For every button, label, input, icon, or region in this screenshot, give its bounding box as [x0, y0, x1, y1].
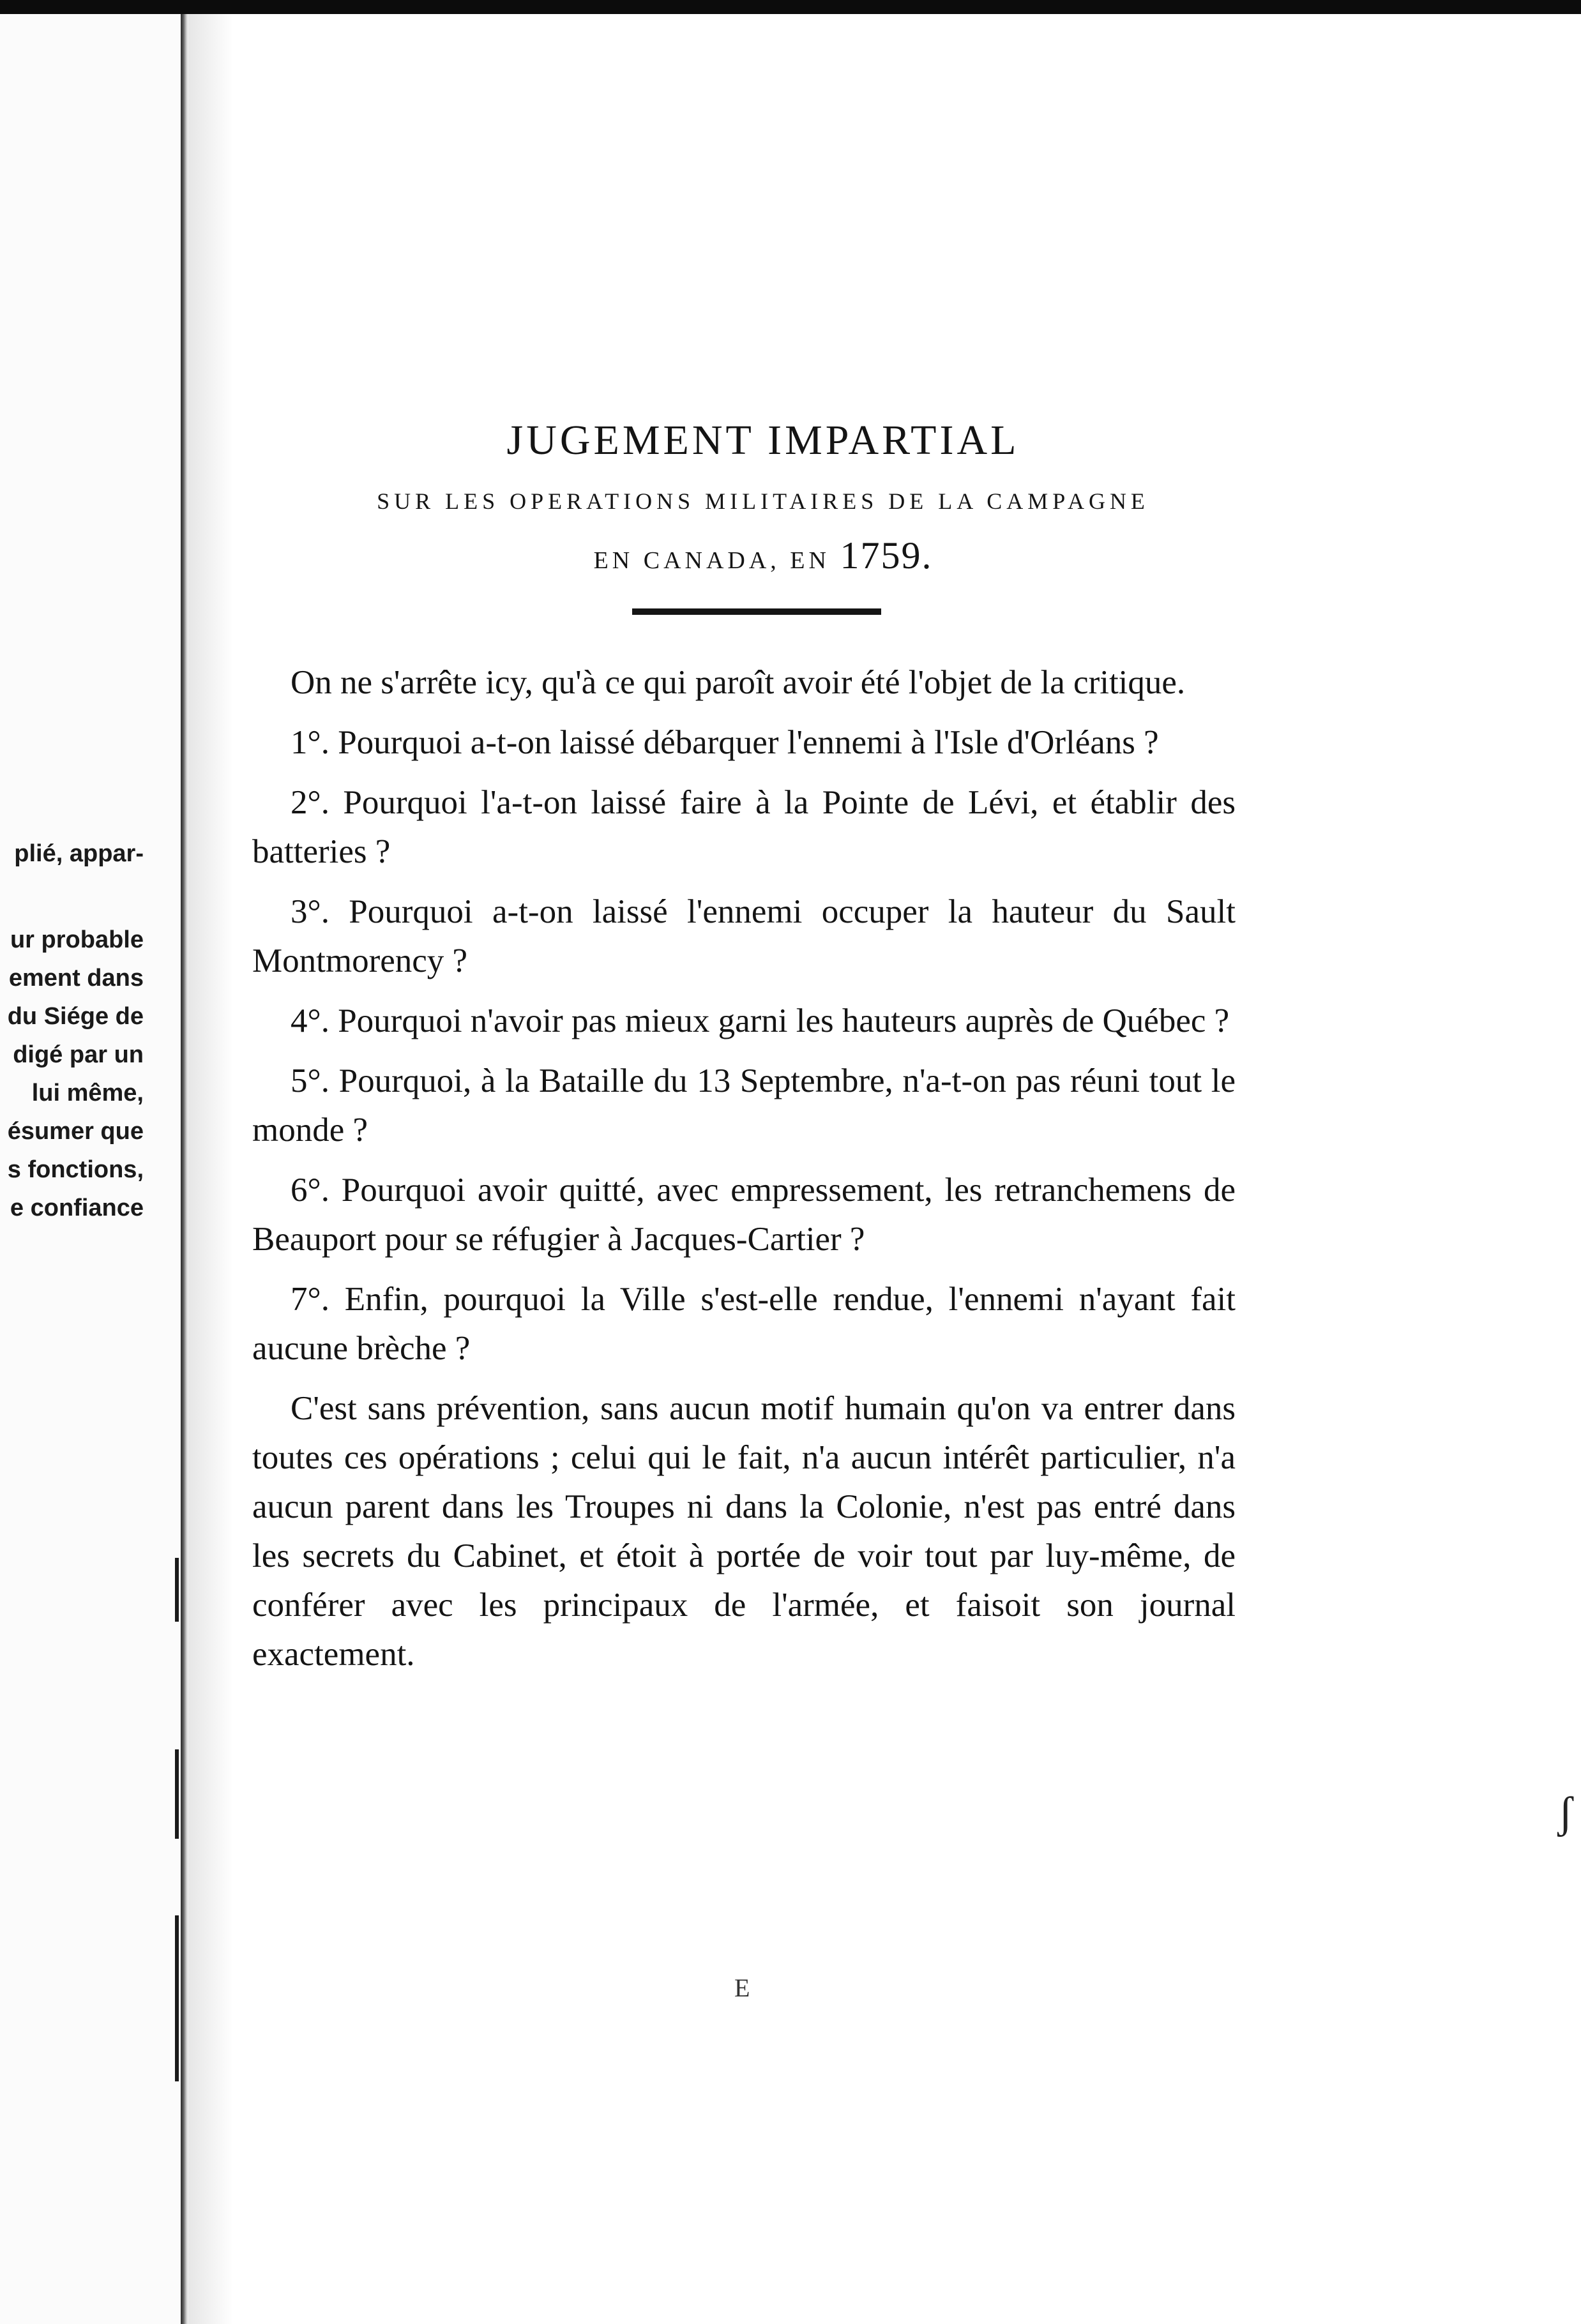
subtitle-year: 1759. [840, 534, 933, 577]
question-item: 5°. Pourquoi, à la Bataille du 13 Septembre, n'a-t-on pas réuni tout le monde ? [252, 1062, 1236, 1149]
question-item: 4°. Pourquoi n'avoir pas mieux garni les hauteurs auprès de Québec ? [291, 1002, 1230, 1039]
paragraph: On ne s'arrête icy, qu'à ce qui paroît avoir été l'objet de la critique. [291, 664, 1186, 701]
previous-page-line: e confiance [10, 1195, 144, 1221]
page-title: JUGEMENT IMPARTIAL [506, 417, 1020, 464]
margin-mark: ʃ [1558, 1788, 1573, 1837]
question-item: 2°. Pourquoi l'a-t-on laissé faire à la Pointe de Lévi, et établir des batteries ? [252, 784, 1236, 870]
previous-page-line: ésumer que [7, 1118, 144, 1145]
previous-page-margin [0, 14, 185, 2324]
signature-mark: E [734, 1973, 750, 2002]
previous-page-line: du Siége de [7, 1003, 144, 1030]
question-item: 6°. Pourquoi avoir quitté, avec empressement, les retranchemens de Beauport pour se réfugier à Jacques-Cartier ? [252, 1172, 1236, 1258]
previous-page-line: plié, appar- [14, 840, 144, 867]
page-subtitle-date [291, 533, 1236, 583]
document-page [252, 415, 1236, 1679]
title-rule [632, 608, 881, 615]
binding-mark [175, 1915, 179, 2081]
book-gutter [181, 14, 188, 2324]
question-item: 7°. Enfin, pourquoi la Ville s'est-elle rendue, l'ennemi n'ayant fait aucune brèche ? [252, 1281, 1236, 1367]
subtitle-prefix: EN CANADA, EN [593, 547, 830, 574]
previous-page-line: ement dans [8, 965, 144, 992]
binding-mark [175, 1749, 179, 1839]
paragraph: C'est sans prévention, sans aucun motif humain qu'on va entrer dans toutes ces opérations ; celui qui le fait, n'a aucun intérêt particulier, n'a aucun parent dans les Troupes ni dans la Colonie, n'est pas entré dans les secrets du Cabinet, et étoit à portée de voir tout par luy-même, de conférer avec les principaux de l'armée, et faisoit son journal exactement. [252, 1390, 1236, 1673]
previous-page-line: digé par un [13, 1041, 144, 1068]
gutter-shadow [188, 14, 233, 2324]
page-subtitle: SUR LES OPERATIONS MILITAIRES DE LA CAMPAGNE [377, 488, 1149, 514]
binding-mark [175, 1558, 179, 1622]
previous-page-line: ur probable [10, 926, 144, 953]
question-item: 1°. Pourquoi a-t-on laissé débarquer l'ennemi à l'Isle d'Orléans ? [291, 724, 1159, 761]
previous-page-text [0, 834, 144, 1227]
previous-page-line: lui même, [31, 1080, 144, 1106]
scan-top-edge [0, 0, 1581, 14]
previous-page-line: s fonctions, [7, 1156, 144, 1183]
body-text [252, 658, 1236, 1679]
question-item: 3°. Pourquoi a-t-on laissé l'ennemi occuper la hauteur du Sault Montmorency ? [252, 893, 1236, 979]
